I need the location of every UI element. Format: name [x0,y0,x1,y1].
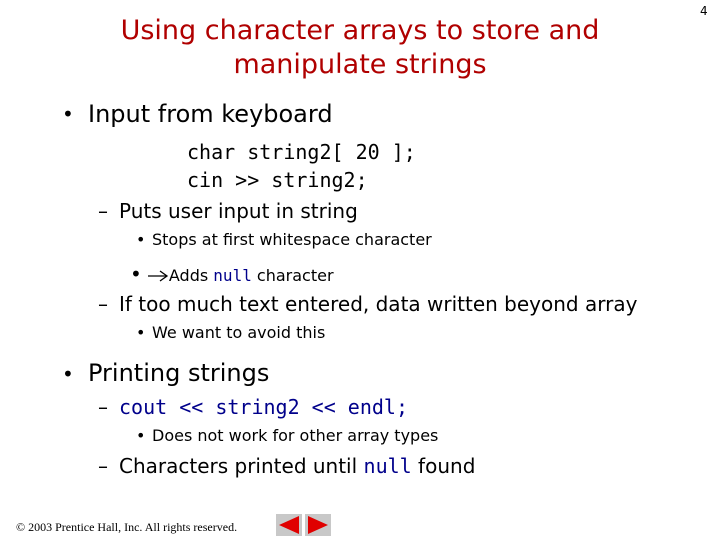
adds-text: Adds [168,266,214,285]
dash-marker: – [98,395,108,419]
subbullet-stops-at-whitespace: Stops at first whitespace character [152,230,432,249]
bullet-dot: • [62,102,74,126]
dash-marker: – [98,292,108,316]
bullet-dot-small: • [136,323,146,342]
code-cout-line: cout << string2 << endl; [119,395,408,419]
null-keyword: null [213,266,252,285]
bullet-dot-small: • [130,262,142,286]
subbullet-avoid-this: We want to avoid this [152,323,326,342]
page-number: 4 [700,4,708,18]
bullet-dot-small: • [136,426,146,445]
subbullet-too-much-text: If too much text entered, data written beyond array [119,292,638,316]
slide-title: Using character arrays to store and manipulate strings [120,15,600,80]
arrow-right-icon [147,267,169,286]
copyright-footer: © 2003 Prentice Hall, Inc. All rights reserved. [16,520,238,534]
null-keyword: null [363,454,412,478]
code-line-1: char string2[ 20 ]; [187,140,416,164]
bullet-dot: • [62,362,74,386]
left-arrow-icon[interactable] [276,514,302,536]
found-text: found [411,454,476,478]
character-text: character [251,266,334,285]
adds-null-line [130,262,334,286]
bullet-dot-small: • [136,230,146,249]
code-line-2: cin >> string2; [187,168,368,192]
subbullet-not-other-types: Does not work for other array types [152,426,439,445]
dash-marker: – [98,199,108,223]
printed-until-text: Characters printed until [119,454,364,478]
subbullet-puts-user-input: Puts user input in string [119,199,358,223]
dash-marker: – [98,454,108,478]
subbullet-printed-until-null [119,454,475,478]
bullet-printing-strings: Printing strings [88,359,270,387]
bullet-input-from-keyboard: Input from keyboard [88,100,333,128]
right-arrow-icon[interactable] [305,514,331,536]
